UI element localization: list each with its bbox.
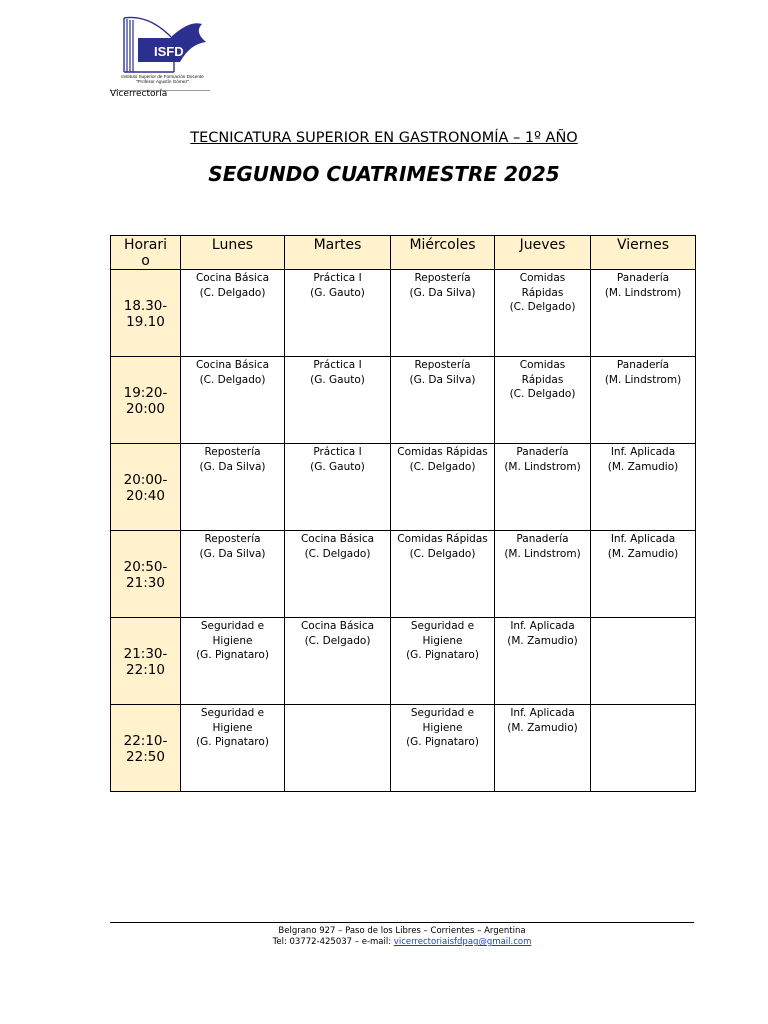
class-cell: Panadería (M. Lindstrom)	[591, 270, 696, 357]
book-logo-icon	[110, 14, 215, 76]
class-cell: Comidas Rápidas (C. Delgado)	[495, 270, 591, 357]
schedule-table	[110, 235, 696, 792]
class-cell: Práctica I (G. Gauto)	[285, 444, 391, 531]
class-cell: Práctica I (G. Gauto)	[285, 270, 391, 357]
logo-caption-line: Instituto Superior de Formación Docente	[121, 74, 204, 79]
logo-text: ISFD	[154, 44, 184, 59]
class-cell	[591, 705, 696, 792]
class-cell: Panadería (M. Lindstrom)	[591, 357, 696, 444]
header-viernes: Viernes	[591, 236, 696, 270]
header-lunes: Lunes	[181, 236, 285, 270]
class-cell: Cocina Básica (C. Delgado)	[285, 618, 391, 705]
class-cell: Inf. Aplicada (M. Zamudio)	[495, 618, 591, 705]
class-cell: Seguridad e Higiene (G. Pignataro)	[391, 618, 495, 705]
class-cell: Cocina Básica (C. Delgado)	[181, 270, 285, 357]
class-cell: Repostería (G. Da Silva)	[391, 357, 495, 444]
email-link[interactable]: vicerrectoriaisfdpag@gmail.com	[393, 937, 532, 947]
time-slot: 20:50- 21:30	[111, 531, 181, 618]
header-jueves: Jueves	[495, 236, 591, 270]
office-label: Vicerrectoría	[110, 89, 168, 99]
class-cell: Panadería (M. Lindstrom)	[495, 444, 591, 531]
header-martes: Martes	[285, 236, 391, 270]
table-header-row	[111, 236, 696, 270]
class-cell: Inf. Aplicada (M. Zamudio)	[495, 705, 591, 792]
table-row	[111, 618, 696, 705]
class-cell: Repostería (G. Da Silva)	[181, 531, 285, 618]
class-cell: Cocina Básica (C. Delgado)	[181, 357, 285, 444]
class-cell	[591, 618, 696, 705]
footer-divider	[110, 922, 694, 923]
time-slot: 19:20- 20:00	[111, 357, 181, 444]
logo-caption	[110, 74, 215, 84]
class-cell: Inf. Aplicada (M. Zamudio)	[591, 531, 696, 618]
footer-contact	[0, 937, 768, 948]
class-cell: Seguridad e Higiene (G. Pignataro)	[181, 705, 285, 792]
table-row	[111, 705, 696, 792]
class-cell: Cocina Básica (C. Delgado)	[285, 531, 391, 618]
class-cell: Comidas Rápidas (C. Delgado)	[391, 531, 495, 618]
class-cell: Comidas Rápidas (C. Delgado)	[391, 444, 495, 531]
class-cell: Repostería (G. Da Silva)	[391, 270, 495, 357]
footer-phone: Tel: 03772-425037 – e-mail:	[272, 937, 394, 947]
class-cell: Seguridad e Higiene (G. Pignataro)	[181, 618, 285, 705]
time-slot: 22:10- 22:50	[111, 705, 181, 792]
class-cell: Seguridad e Higiene (G. Pignataro)	[391, 705, 495, 792]
table-row	[111, 531, 696, 618]
time-slot: 18.30- 19.10	[111, 270, 181, 357]
career-subtitle: TECNICATURA SUPERIOR EN GASTRONOMÍA – 1º AÑO	[190, 130, 578, 146]
footer	[0, 926, 768, 948]
class-cell: Inf. Aplicada (M. Zamudio)	[591, 444, 696, 531]
page-title: SEGUNDO CUATRIMESTRE 2025	[208, 162, 560, 186]
time-slot: 21:30- 22:10	[111, 618, 181, 705]
header-horario: Horari o	[111, 236, 181, 270]
table-row	[111, 270, 696, 357]
table-row	[111, 444, 696, 531]
class-cell: Comidas Rápidas (C. Delgado)	[495, 357, 591, 444]
footer-address: Belgrano 927 – Paso de los Libres – Corrientes – Argentina	[278, 926, 526, 936]
class-cell: Práctica I (G. Gauto)	[285, 357, 391, 444]
class-cell: Panadería (M. Lindstrom)	[495, 531, 591, 618]
class-cell	[285, 705, 391, 792]
time-slot: 20:00- 20:40	[111, 444, 181, 531]
class-cell: Repostería (G. Da Silva)	[181, 444, 285, 531]
logo-caption-line: "Profesor Agustín Gómez"	[135, 79, 190, 84]
table-row	[111, 357, 696, 444]
header-miercoles: Miércoles	[391, 236, 495, 270]
